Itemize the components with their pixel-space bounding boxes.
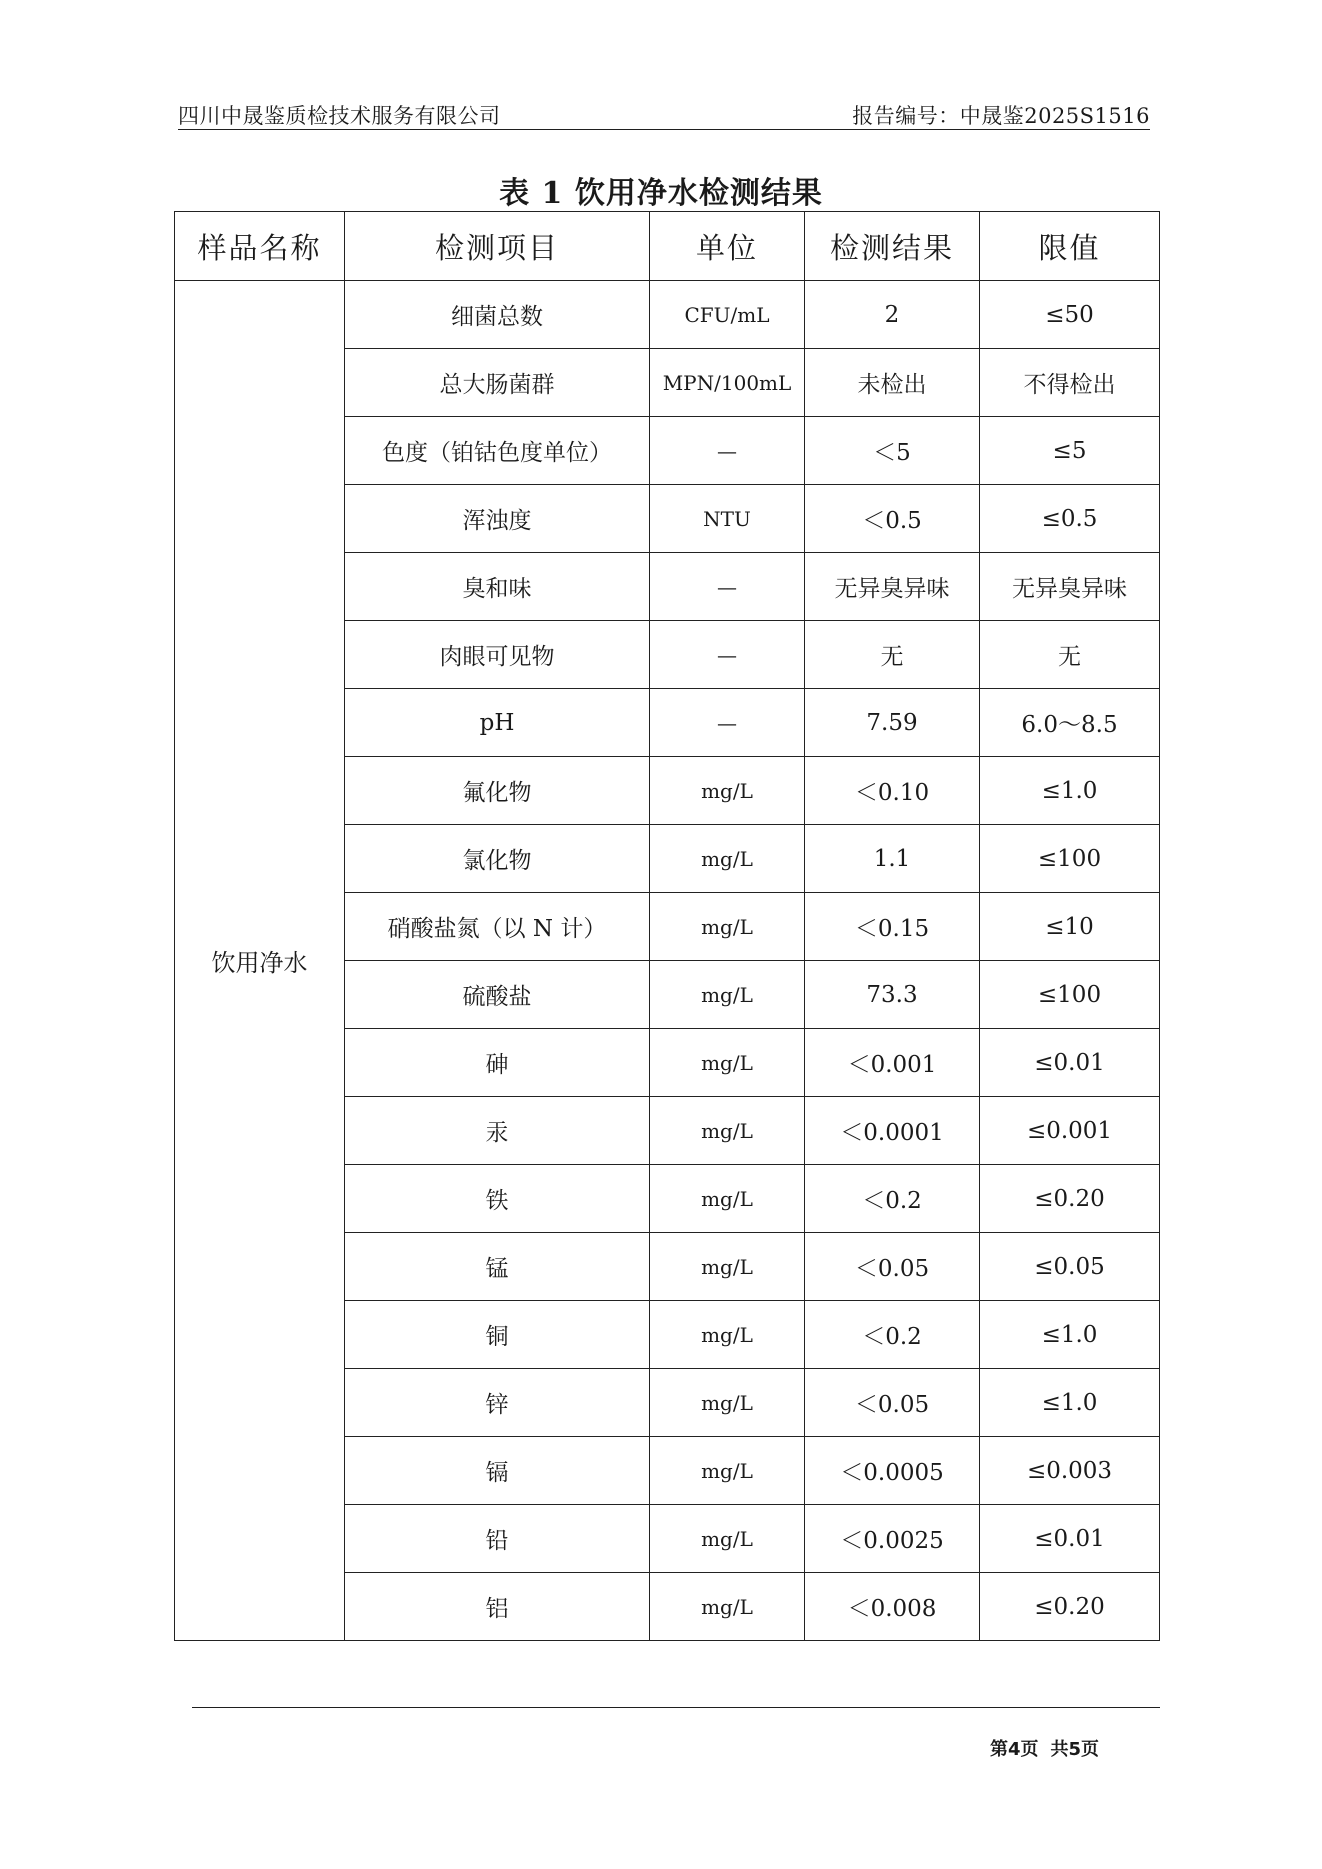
result-cell: ＜0.15 bbox=[805, 893, 980, 961]
result-cell: ＜0.0025 bbox=[805, 1505, 980, 1573]
sample-name-cell: 饮用净水 bbox=[175, 281, 345, 1641]
limit-cell: ≤100 bbox=[980, 961, 1160, 1029]
unit-cell: NTU bbox=[650, 485, 805, 553]
column-header-sample: 样品名称 bbox=[175, 212, 345, 281]
limit-cell: ≤100 bbox=[980, 825, 1160, 893]
limit-cell: ≤0.20 bbox=[980, 1165, 1160, 1233]
result-cell: 2 bbox=[805, 281, 980, 349]
item-cell: 铜 bbox=[345, 1301, 650, 1369]
limit-cell: ≤1.0 bbox=[980, 1301, 1160, 1369]
table-header-row bbox=[175, 212, 1160, 281]
table-title: 表 1 饮用净水检测结果 bbox=[499, 176, 823, 211]
limit-cell: ≤10 bbox=[980, 893, 1160, 961]
item-cell: 铅 bbox=[345, 1505, 650, 1573]
column-header-unit: 单位 bbox=[650, 212, 805, 281]
unit-cell: — bbox=[650, 417, 805, 485]
result-cell: 无 bbox=[805, 621, 980, 689]
item-cell: 臭和味 bbox=[345, 553, 650, 621]
unit-cell: mg/L bbox=[650, 1437, 805, 1505]
column-header-item: 检测项目 bbox=[345, 212, 650, 281]
item-cell: 浑浊度 bbox=[345, 485, 650, 553]
result-cell: ＜0.001 bbox=[805, 1029, 980, 1097]
result-cell: ＜0.0005 bbox=[805, 1437, 980, 1505]
limit-cell: ≤0.001 bbox=[980, 1097, 1160, 1165]
limit-cell: ≤1.0 bbox=[980, 757, 1160, 825]
header-divider bbox=[178, 129, 1150, 130]
company-name: 四川中晟鉴质检技术服务有限公司 bbox=[178, 104, 501, 128]
item-cell: 氯化物 bbox=[345, 825, 650, 893]
result-cell: ＜0.008 bbox=[805, 1573, 980, 1641]
limit-cell: ≤1.0 bbox=[980, 1369, 1160, 1437]
result-cell: ＜0.05 bbox=[805, 1233, 980, 1301]
unit-cell: mg/L bbox=[650, 1505, 805, 1573]
result-cell: 73.3 bbox=[805, 961, 980, 1029]
item-cell: 细菌总数 bbox=[345, 281, 650, 349]
item-cell: 铁 bbox=[345, 1165, 650, 1233]
limit-cell: 无 bbox=[980, 621, 1160, 689]
limit-cell: ≤5 bbox=[980, 417, 1160, 485]
footer-divider bbox=[192, 1707, 1160, 1708]
item-cell: 锌 bbox=[345, 1369, 650, 1437]
page-header bbox=[178, 100, 1150, 128]
item-cell: 肉眼可见物 bbox=[345, 621, 650, 689]
item-cell: 镉 bbox=[345, 1437, 650, 1505]
unit-cell: mg/L bbox=[650, 961, 805, 1029]
table-body bbox=[175, 281, 1160, 1641]
unit-cell: — bbox=[650, 621, 805, 689]
report-number: 报告编号：中晟鉴2025S1516 bbox=[852, 104, 1150, 128]
column-header-result: 检测结果 bbox=[805, 212, 980, 281]
limit-cell: ≤50 bbox=[980, 281, 1160, 349]
unit-cell: CFU/mL bbox=[650, 281, 805, 349]
page-number: 第4页 bbox=[990, 1739, 1039, 1760]
result-cell: ＜0.2 bbox=[805, 1165, 980, 1233]
unit-cell: mg/L bbox=[650, 1233, 805, 1301]
limit-cell: ≤0.05 bbox=[980, 1233, 1160, 1301]
unit-cell: — bbox=[650, 689, 805, 757]
unit-cell: mg/L bbox=[650, 1029, 805, 1097]
item-cell: 汞 bbox=[345, 1097, 650, 1165]
item-cell: 氟化物 bbox=[345, 757, 650, 825]
item-cell: 砷 bbox=[345, 1029, 650, 1097]
results-table bbox=[174, 211, 1160, 1641]
unit-cell: mg/L bbox=[650, 1097, 805, 1165]
unit-cell: mg/L bbox=[650, 1165, 805, 1233]
limit-cell: 无异臭异味 bbox=[980, 553, 1160, 621]
result-cell: ＜0.5 bbox=[805, 485, 980, 553]
limit-cell: ≤0.01 bbox=[980, 1029, 1160, 1097]
unit-cell: mg/L bbox=[650, 1369, 805, 1437]
result-cell: ＜5 bbox=[805, 417, 980, 485]
item-cell: 硫酸盐 bbox=[345, 961, 650, 1029]
unit-cell: — bbox=[650, 553, 805, 621]
limit-cell: ≤0.5 bbox=[980, 485, 1160, 553]
result-cell: 未检出 bbox=[805, 349, 980, 417]
limit-cell: ≤0.01 bbox=[980, 1505, 1160, 1573]
item-cell: 总大肠菌群 bbox=[345, 349, 650, 417]
result-cell: 1.1 bbox=[805, 825, 980, 893]
limit-cell: 6.0～8.5 bbox=[980, 689, 1160, 757]
unit-cell: mg/L bbox=[650, 1301, 805, 1369]
item-cell: 铝 bbox=[345, 1573, 650, 1641]
result-cell: ＜0.10 bbox=[805, 757, 980, 825]
item-cell: pH bbox=[345, 689, 650, 757]
unit-cell: mg/L bbox=[650, 893, 805, 961]
table-row bbox=[175, 281, 1160, 349]
limit-cell: 不得检出 bbox=[980, 349, 1160, 417]
unit-cell: mg/L bbox=[650, 757, 805, 825]
limit-cell: ≤0.20 bbox=[980, 1573, 1160, 1641]
unit-cell: mg/L bbox=[650, 1573, 805, 1641]
page-footer bbox=[990, 1735, 1099, 1761]
unit-cell: mg/L bbox=[650, 825, 805, 893]
column-header-limit: 限值 bbox=[980, 212, 1160, 281]
unit-cell: MPN/100mL bbox=[650, 349, 805, 417]
item-cell: 色度（铂钴色度单位） bbox=[345, 417, 650, 485]
limit-cell: ≤0.003 bbox=[980, 1437, 1160, 1505]
item-cell: 硝酸盐氮（以 N 计） bbox=[345, 893, 650, 961]
result-cell: 无异臭异味 bbox=[805, 553, 980, 621]
result-cell: 7.59 bbox=[805, 689, 980, 757]
page-total: 共5页 bbox=[1050, 1739, 1100, 1760]
item-cell: 锰 bbox=[345, 1233, 650, 1301]
result-cell: ＜0.05 bbox=[805, 1369, 980, 1437]
result-cell: ＜0.0001 bbox=[805, 1097, 980, 1165]
result-cell: ＜0.2 bbox=[805, 1301, 980, 1369]
